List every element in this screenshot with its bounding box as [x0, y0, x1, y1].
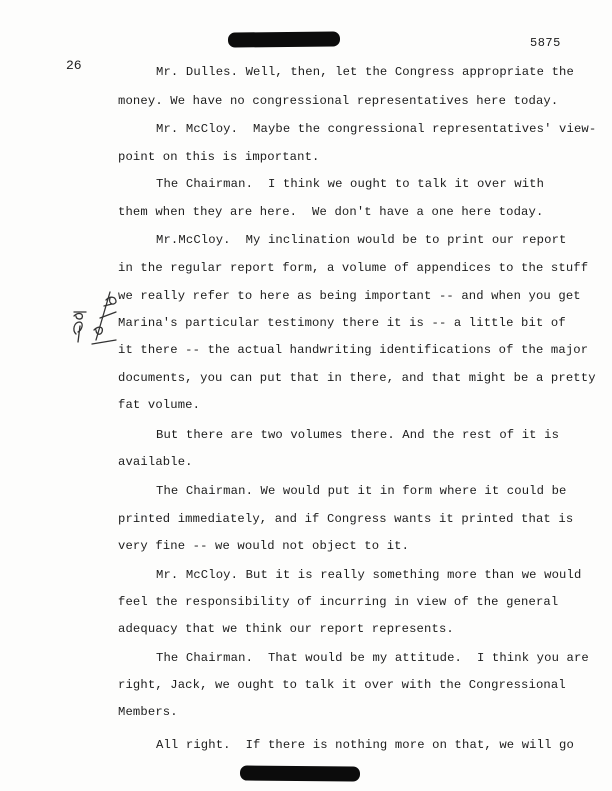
transcript-line: The Chairman. We would put it in form where it could be: [156, 484, 567, 498]
transcript-line: documents, you can put that in there, and that might be a pretty: [118, 371, 596, 385]
transcript-line: adequacy that we think our report represents.: [118, 622, 454, 636]
transcript-line: Mr.McCloy. My inclination would be to print our report: [156, 233, 567, 247]
line-number: 26: [66, 58, 82, 73]
transcript-line: right, Jack, we ought to talk it over with the Congressional: [118, 678, 566, 692]
transcript-line: Marina's particular testimony there it is -- a little bit of: [118, 316, 566, 330]
transcript-line: feel the responsibility of incurring in view of the general: [118, 595, 559, 609]
transcript-line: money. We have no congressional representatives here today.: [118, 94, 559, 108]
transcript-line: The Chairman. I think we ought to talk it over with: [156, 177, 545, 191]
transcript-line: The Chairman. That would be my attitude. I think you are: [156, 651, 589, 665]
transcript-line: them when they are here. We don't have a one here today.: [118, 205, 544, 219]
transcript-line: Mr. Dulles. Well, then, let the Congress appropriate the: [156, 65, 574, 79]
transcript-line: available.: [118, 455, 193, 469]
handwritten-annotation-icon: [66, 282, 126, 346]
transcript-line: Mr. McCloy. Maybe the congressional representatives' view-: [156, 122, 597, 136]
transcript-line: we really refer to here as being important -- and when you get: [118, 289, 581, 303]
transcript-line: in the regular report form, a volume of appendices to the stuff: [118, 261, 589, 275]
transcript-line: very fine -- we would not object to it.: [118, 539, 410, 553]
transcript-line: printed immediately, and if Congress wants it printed that is: [118, 512, 574, 526]
transcript-line: Members.: [118, 705, 178, 719]
redaction-bar-bottom: [240, 765, 360, 781]
transcript-line: point on this is important.: [118, 150, 320, 164]
transcript-line: fat volume.: [118, 398, 201, 412]
transcript-line: it there -- the actual handwriting identifications of the major: [118, 343, 589, 357]
page-number: 5875: [530, 36, 561, 50]
transcript-line: Mr. McCloy. But it is really something more than we would: [156, 568, 582, 582]
transcript-line: But there are two volumes there. And the rest of it is: [156, 428, 560, 442]
transcript-line: All right. If there is nothing more on that, we will go: [156, 738, 574, 752]
redaction-bar-top: [228, 31, 340, 47]
